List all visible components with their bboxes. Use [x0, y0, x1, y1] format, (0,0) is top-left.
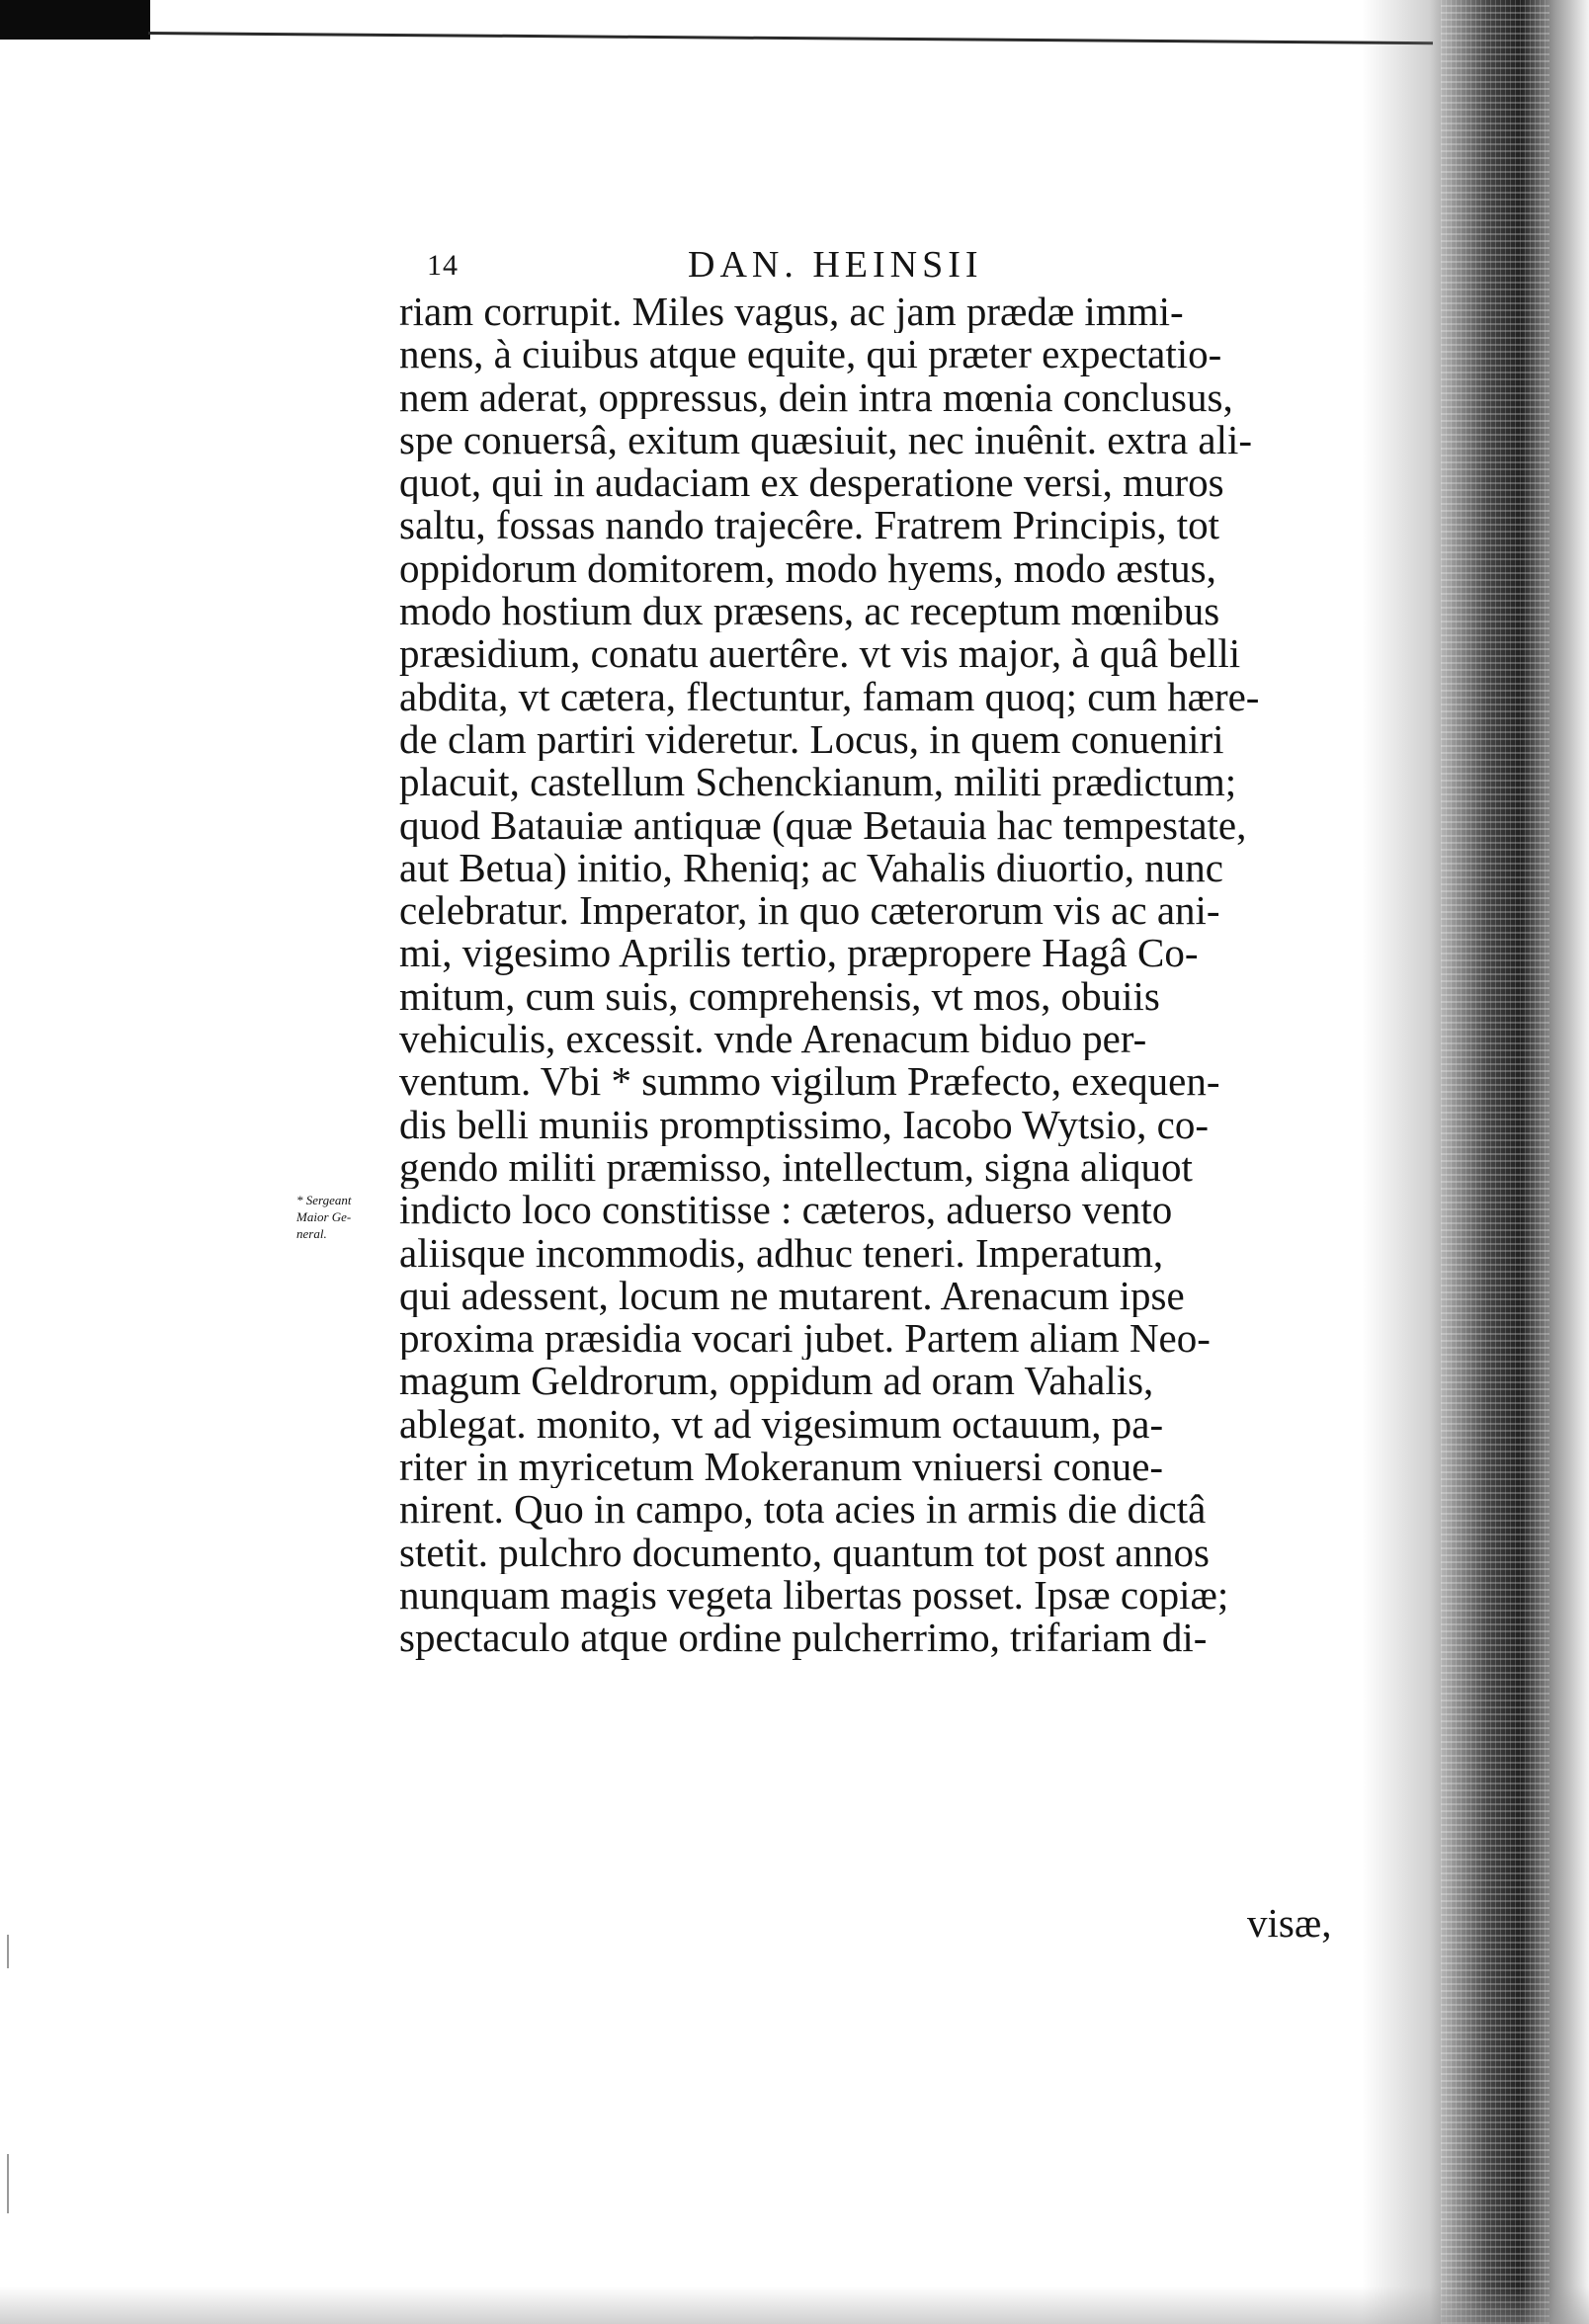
text-line: proxima præsidia vocari jubet. Partem aliam Neo-: [399, 1317, 1211, 1361]
text-line: dis belli muniis promptissimo, Iacobo Wytsio, co-: [399, 1103, 1209, 1146]
text-line: celebratur. Imperator, in quo cæterorum vis ac ani-: [399, 889, 1220, 933]
text-line: quod Batauiæ antiquæ (quæ Betauia hac tempestate,: [399, 803, 1247, 847]
text-line: oppidorum domitorem, modo hyems, modo æstus,: [399, 546, 1216, 591]
text-line: spectaculo atque ordine pulcherrimo, trifariam di-: [399, 1617, 1208, 1660]
scan-bottom-edge: [0, 2286, 1589, 2324]
text-line: riter in myricetum Mokeranum vniuersi conue-: [399, 1446, 1164, 1489]
text-line: riam corrupit. Miles vagus, ac jam prædæ immi-: [399, 290, 1184, 334]
running-head: DAN. HEINSII: [688, 244, 983, 286]
catchword: visæ,: [1247, 1900, 1332, 1946]
body-text: [399, 290, 1407, 1660]
text-line: aliisque incommodis, adhuc teneri. Imperatum,: [399, 1231, 1164, 1275]
text-line: saltu, fossas nando trajecêre. Fratrem Principis, tot: [399, 504, 1220, 547]
text-line: nunquam magis vegeta libertas posset. Ipsæ copiæ;: [399, 1573, 1229, 1618]
text-line: nem aderat, oppressus, dein intra mœnia conclusus,: [399, 375, 1233, 419]
scan-left-tick: [7, 2154, 9, 2213]
text-line: magum Geldrorum, oppidum ad oram Vahalis,: [399, 1360, 1154, 1403]
text-line: vehiculis, excessit. vnde Arenacum biduo per-: [399, 1018, 1147, 1061]
text-line: ventum. Vbi * summo vigilum Præfecto, exequen-: [399, 1060, 1220, 1104]
text-line: quot, qui in audaciam ex desperatione versi, muros: [399, 461, 1224, 505]
text-line: placuit, castellum Schenckianum, militi prædictum;: [399, 761, 1237, 804]
text-line: modo hostium dux præsens, ac receptum mœnibus: [399, 590, 1220, 633]
scan-dark-corner: [0, 0, 150, 40]
scan-left-tick: [7, 1935, 9, 1968]
marginal-note-line: Maior Ge-: [296, 1209, 352, 1224]
text-line: spe conuersâ, exitum quæsiuit, nec inuênit. extra ali-: [399, 418, 1253, 462]
text-line: indicto loco constitisse : cæteros, aduerso vento: [399, 1189, 1173, 1232]
text-line: ablegat. monito, vt ad vigesimum octauum, pa-: [399, 1402, 1164, 1447]
text-line: mi, vigesimo Aprilis tertio, præpropere Hagâ Co-: [399, 932, 1199, 975]
text-line: præsidium, conatu auertêre. vt vis major, à quâ belli: [399, 632, 1241, 676]
page-number: 14: [427, 249, 459, 282]
text-line: nens, à ciuibus atque equite, qui præter expectatio-: [399, 333, 1222, 376]
text-line: qui adessent, locum ne mutarent. Arenacum ipse: [399, 1274, 1185, 1318]
text-line: nirent. Quo in campo, tota acies in armis die dictâ: [399, 1488, 1207, 1532]
text-line: de clam partiri videretur. Locus, in quem conueniri: [399, 717, 1224, 762]
text-line: mitum, cum suis, comprehensis, vt mos, obuiis: [399, 974, 1160, 1019]
text-line: abdita, vt cætera, flectuntur, famam quoq; cum hære-: [399, 675, 1260, 718]
marginal-note-line: * Sergeant: [296, 1193, 352, 1207]
text-line: stetit. pulchro documento, quantum tot post annos: [399, 1531, 1210, 1574]
marginal-note: [296, 1192, 391, 1242]
text-line: aut Betua) initio, Rheniq; ac Vahalis diuortio, nunc: [399, 846, 1223, 890]
marginal-note-line: neral.: [296, 1226, 327, 1241]
scan-page-edge-noise: [1441, 0, 1549, 2324]
text-line: gendo militi præmisso, intellectum, signa aliquot: [399, 1145, 1193, 1190]
scan-top-rule: [148, 32, 1433, 44]
